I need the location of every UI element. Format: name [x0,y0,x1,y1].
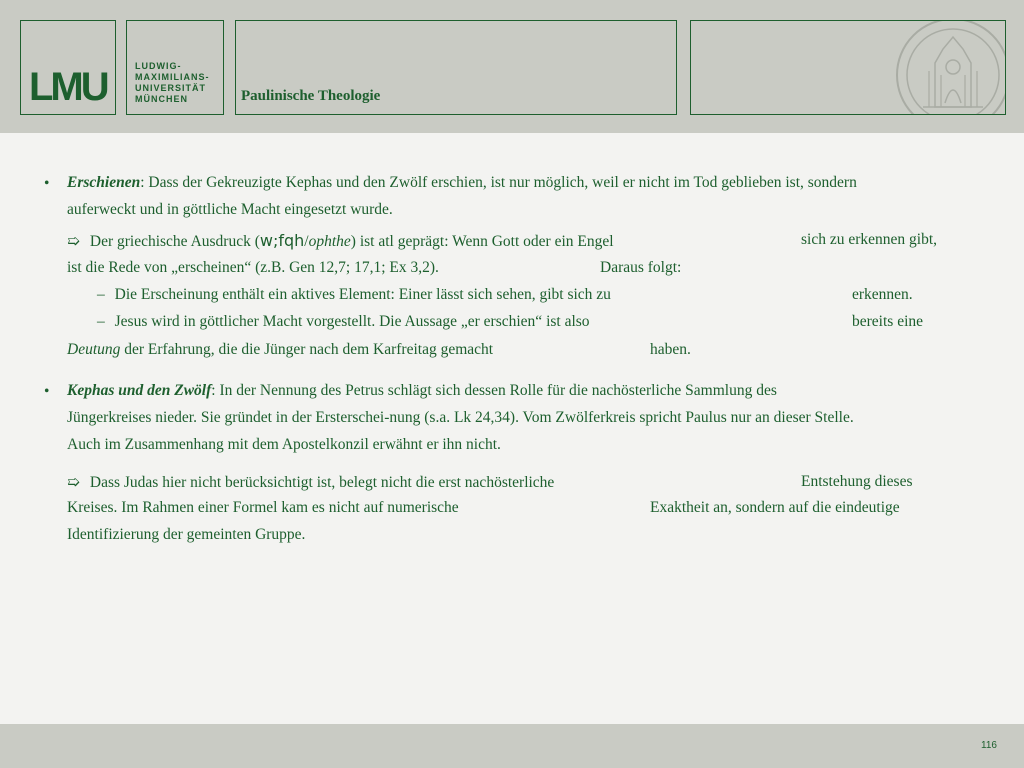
emphasis: Deutung [67,341,121,358]
text-line [67,341,493,359]
text-span: : In der Nennung des Petrus schlägt sich dessen Rolle für die nachösterliche Sammlung des [211,382,777,399]
university-name-line: MAXIMILIANS- [135,72,210,82]
text-line: bereits eine [852,313,924,330]
text-span: : Dass der Gekreuzigte Kephas und den Zwölf erschien, ist nur möglich, weil er nicht im Tod geblieben ist, sondern [140,174,857,191]
text-line [67,174,857,192]
page-number: 116 [981,740,997,751]
header-bar [0,0,1024,133]
text-line: Exaktheit an, sondern auf die eindeutige [650,499,900,516]
lmu-logo [20,20,116,115]
text-span: Der griechische Ausdruck ( [89,233,260,250]
logo-text: LMU [29,65,107,109]
text-span: der Erfahrung, die die Jünger nach dem Karfreitag gemacht [120,341,494,358]
text-span: Dass Judas hier nicht berücksichtigt ist, belegt nicht die erst nachösterliche [89,474,555,491]
text-line: Daraus folgt: [600,259,682,276]
text-line: Entstehung dieses [801,473,913,490]
text-line: sich zu erkennen gibt, [801,231,938,248]
page-title: Paulinische Theologie [241,88,381,104]
bullet: • [44,383,50,400]
text-span: Die Erscheinung enthält ein aktives Element: Einer lässt sich sehen, gibt sich zu [114,286,611,303]
arrow-icon: ➯ [67,233,80,250]
text-line: Identifizierung der gemeinten Gruppe. [67,526,306,543]
text-line: erkennen. [852,286,913,303]
text-line [67,231,614,251]
text-line: Auch im Zusammenhang mit dem Apostelkonzil erwähnt er ihn nicht. [67,436,501,453]
text-line [97,313,590,331]
text-line: ist die Rede von „erscheinen“ (z.B. Gen 12,7; 17,1; Ex 3,2). [67,259,439,276]
dash-icon: – [97,313,105,330]
text-line [67,382,777,400]
dash-icon: – [97,286,105,303]
transliteration: ophthe [308,233,351,250]
term-label: Kephas und den Zwölf [67,382,212,399]
university-name-line: LUDWIG- [135,61,182,71]
seal-box [690,20,1006,115]
text-span: ) ist atl geprägt: Wenn Gott oder ein Engel [350,233,614,250]
text-line [97,286,611,304]
arrow-icon: ➯ [67,474,80,491]
text-line: Jüngerkreises nieder. Sie gründet in der Ersterschei-nung (s.a. Lk 24,34). Vom Zwölferkreis spricht Paulus nur an dieser Stelle. [67,409,854,426]
university-name-box [126,20,224,115]
text-line [67,473,554,492]
text-span: Jesus wird in göttlicher Macht vorgestellt. Die Aussage „er erschien“ ist also [114,313,590,330]
greek-word: w;fqh [259,231,305,250]
university-name-line: UNIVERSITÄT [135,83,207,93]
bullet: • [44,175,50,192]
title-box [235,20,677,115]
term-label: Erschienen [67,174,141,191]
text-span: / [304,233,309,250]
university-name [135,61,210,105]
text-line: haben. [650,341,691,358]
university-name-line: MÜNCHEN [135,94,188,104]
text-line: auferweckt und in göttliche Macht eingesetzt wurde. [67,201,393,218]
footer-bar [0,724,1024,768]
university-seal-icon [893,20,1006,115]
text-line: Kreises. Im Rahmen einer Formel kam es nicht auf numerische [67,499,459,516]
